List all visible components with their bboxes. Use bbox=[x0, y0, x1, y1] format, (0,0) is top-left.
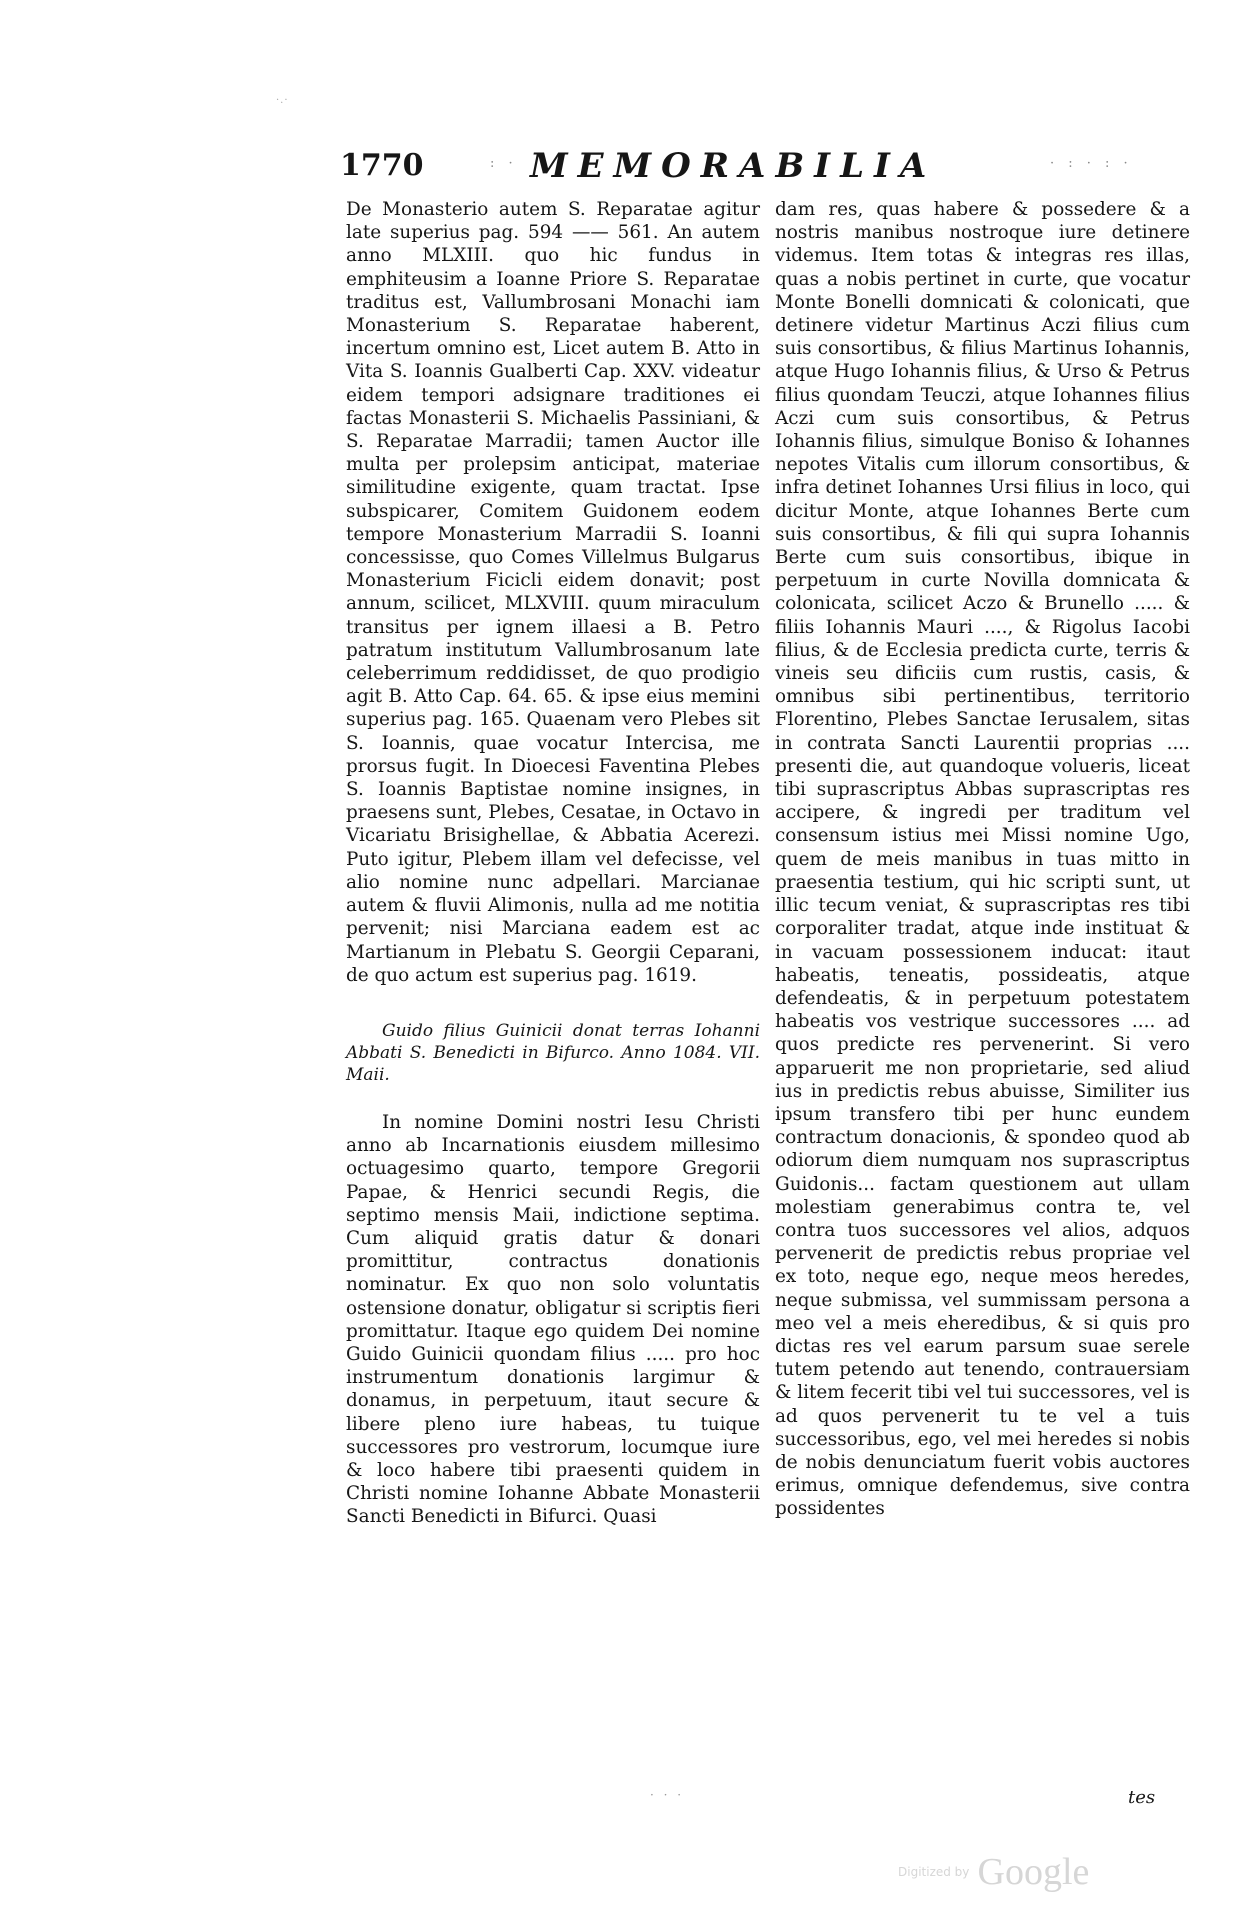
catch-word: tes bbox=[1128, 1787, 1156, 1808]
page-number: 1770 bbox=[340, 148, 424, 183]
watermark-prefix: Digitized by bbox=[898, 1865, 970, 1879]
left-paragraph-commentary: De Monasterio autem S. Reparatae agitur late superius pag. 594 —— 561. An autem anno MLXIII. quo hic fundus in emphiteusim a Ioanne Priore S. Reparatae traditus est, Vallumbrosani Monachi iam Monasterium S. Reparatae haberent, incertum omnino est, Licet autem B. Atto in Vita S. Ioannis Gualberti Cap. XXV. videatur eidem tempori adsignare traditiones ei factas Monasterii S. Michaelis Passiniani, & S. Reparatae Marradii; tamen Auctor ille multa per prolepsim anticipat, materiae similitudine exigente, quam tractat. Ipse subspicarer, Comitem Guidonem eodem tempore Monasterium Marradii S. Ioanni concessisse, quo Comes Villelmus Bulgarus Monasterium Ficicli eidem donavit; post annum, scilicet, MLXVIII. quum miraculum transitus per ignem illaesi a B. Petro patratum institutum Vallumbrosanum late celeberrimum reddidisset, de quo prodigio agit B. Atto Cap. 64. 65. & ipse eius memini superius pag. 165. Quaenam vero Plebes sit S. Ioannis, quae vocatur Intercisa, me prorsus fugit. In Dioecesi Faventina Plebes S. Ioannis Baptistae nomine insignes, in praesens sunt, Plebes, Cesatae, in Octavo in Vicariatu Brisighellae, & Abbatia Acerezi. Puto igitur, Plebem illam vel defecisse, vel alio nomine nunc adpellari. Marcianae autem & fluvii Alimonis, nulla ad me notitia pervenit; nisi Marciana eadem est ac Martianum in Plebatu S. Georgii Ceparani, de quo actum est superius pag. 1619. bbox=[346, 199, 760, 986]
left-paragraph-charter: In nomine Domini nostri Iesu Christi anno ab Incarnationis eiusdem millesimo octuagesimo quarto, tempore Gregorii Papae, & Henrici secundi Regis, die septimo mensis Maii, indictione septima. Cum aliquid gratis datur & donari promittitur, contractus donationis nominatur. Ex quo non solo voluntatis ostensione donatur, obligatur si scriptis fieri promittatur. Itaque ego quidem Dei nomine Guido Guinicii quondam filius ..... pro hoc instrumentum donationis largimur & donamus, in perpetuum, itaut secure & libere pleno iure habeas, tu tuique successores pro vestrorum, locumque iure & loco habere tibi praesenti quidem in Christi nomine Iohanne Abbate Monasterii Sancti Benedicti in Bifurci. Quasi bbox=[346, 1111, 760, 1528]
charter-caption: Guido filius Guinicii donat terras Iohanni Abbati S. Benedicti in Bifurco. Anno 1084. VII. Maii. bbox=[346, 1020, 760, 1085]
header-ornament: : · · : · : · bbox=[490, 156, 1133, 171]
bottom-ornament: · · · bbox=[650, 1788, 685, 1802]
google-logo: Google bbox=[977, 1851, 1090, 1893]
digitization-watermark bbox=[898, 1850, 1089, 1894]
running-title: MEMORABILIA bbox=[530, 146, 937, 186]
right-paragraph-charter: dam res, quas habere & possedere & a nostris manibus nostroque iure detinere videmus. Item totas & integras res illas, quas a nobis pertinet in curte, que vocatur Monte Bonelli domnicati & colonicati, que detinere videtur Martinus Aczi filius cum suis consortibus, & filius Martinus Iohannis, atque Hugo Iohannis filius, & Urso & Petrus filius quondam Teuczi, atque Iohannes filius Aczi cum suis consortibus, & Petrus Iohannis filius, simulque Boniso & Iohannes nepotes Vitalis cum illorum consortibus, & infra detinet Iohannes Ursi filius in loco, qui dicitur Monte, atque Iohannes Berte cum suis consortibus, & fili qui supra Iohannis Berte cum suis consortibus, ibique in perpetuum in curte Novilla domnicata & colonicata, scilicet Aczo & Brunello ..... & filiis Iohannis Mauri ...., & Rigolus Iacobi filius, & de Ecclesia predicta curte, terris & vineis seu dificiis cum rustis, casis, & omnibus sibi pertinentibus, territorio Florentino, Plebes Sanctae Ierusalem, sitas in contrata Sancti Laurentii proprias .... presenti die, aut quandoque volueris, liceat tibi suprascriptus Abbas suprascriptas res accipere, & ingredi per traditum vel consensum istius mei Missi nomine Ugo, quem de meis manibus in tuas mitto in praesentia testium, qui hic scripti sunt, ut illic tecum veniat, & suprascriptas res tibi corporaliter tradat, atque inde instituat & in vacuam possessionem inducat: itaut habeatis, teneatis, possideatis, atque defendeatis, & in perpetuum potestatem habeatis vos vestrique successores .... ad quos predicte res pervenerint. Si vero apparuerit me non proprietarie, sed aliud ius in predictis rebus abuisse, Similiter ius ipsum transfero tibi per hunc eundem contractum donacionis, & spondeo quod ab odiorum diem numquam nos suprascriptus Guidonis... factam questionem aut ullam molestiam generabimus contra te, vel contra tuos successores vel alios, adquos pervenerit de predictis rebus propriae vel ex toto, neque ego, neque meos heredes, neque submissa, vel summissam persona a meo vel a meis eheredibus, & si quis pro dictas res vel earum parsum suae serele tutem petendo aut tenendo, contrauersiam & litem fecerit tibi vel tui successores, vel is ad quos pervenerit tu te vel a tuis successoribus, ego, vel mei heredes si nobis de nobis denunciatum fuerit vobis auctores erimus, omnique defendemus, sive contra possidentes bbox=[775, 199, 1190, 1520]
page-header bbox=[340, 148, 1160, 188]
scan-speck: ·.· bbox=[276, 95, 289, 106]
right-column bbox=[775, 198, 1190, 1521]
left-column bbox=[346, 198, 760, 1529]
